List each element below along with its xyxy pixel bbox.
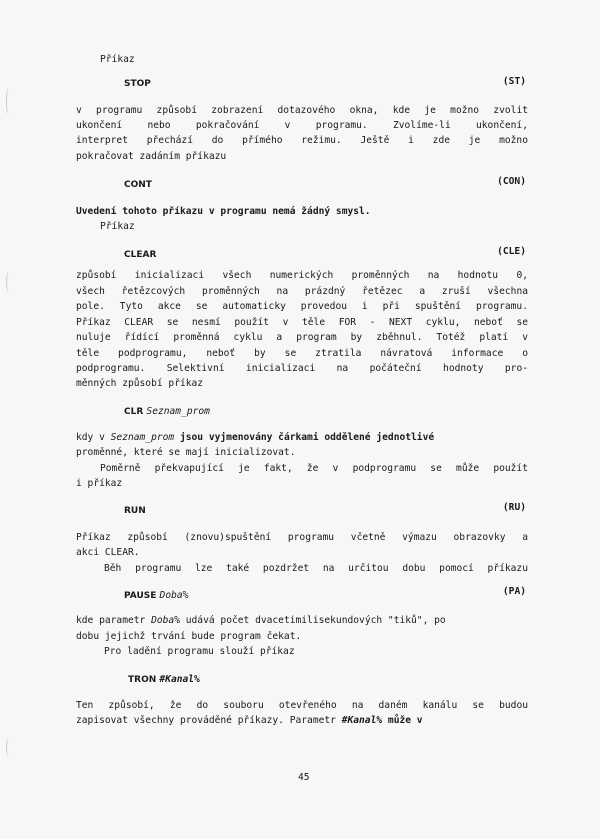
run-text-line: Běh programu lze také pozdržet na určitou dobu pomocí příkazu [104,563,528,574]
clear-text-line: všech řetězcových proměnných na prázdný řetězec a zruší všechna [76,286,528,297]
pause-text-line: Pro ladění programu slouží příkaz [104,646,295,657]
run-text-line: akci CLEAR. [76,547,140,558]
scan-mark [6,738,11,756]
tron-text-pre: zapisovat všechny prováděné příkazy. Parametr [76,715,342,726]
clr-text-line: Poměrně překvapující je fakt, že v podprogramu se může použít [100,463,528,474]
cont-abbreviation: (CON) [497,176,526,187]
run-text-line: Příkaz způsobí (znovu)spuštění programu včetně výmazu obrazovky a [76,532,528,543]
tron-text-line [76,713,423,729]
clr-text-line: i příkaz [76,478,123,489]
clear-heading: CLEAR [124,250,157,260]
tron-text-line: Ten způsobí, že do souboru otevřeného na daném kanálu se budou [76,700,528,711]
clr-keyword: CLR [124,407,144,417]
pause-text-line [76,613,446,629]
clr-parameter: Seznam_prom [146,406,210,417]
clear-text-line: Příkaz CLEAR se nesmí použít v těle FOR - NEXT cyklu, neboť se [76,317,528,328]
intro-text: Příkaz [100,54,135,65]
clear-abbreviation: (CLE) [497,246,526,257]
tron-parameter: #Kanal% [159,674,200,685]
stop-heading: STOP [124,79,151,89]
pause-text-param: Doba% [151,615,180,626]
clr-text-line [76,430,528,446]
run-heading: RUN [124,506,146,516]
page-number: 45 [298,772,310,783]
pause-heading [124,590,188,601]
clr-heading [124,406,210,417]
cont-text-line: Příkaz [100,221,135,232]
clr-text-param: Seznam_prom [110,432,175,443]
tron-keyword: TRON [128,675,157,685]
scan-mark [6,88,11,114]
pause-parameter: Doba% [159,590,189,601]
stop-abbreviation: (ST) [502,76,526,87]
clr-text-line: proměnné, které se mají inicializovat. [76,447,296,458]
clr-text-post: jsou vyjmenovány čárkami oddělené jednotlivé [174,432,435,443]
run-abbreviation: (RU) [502,502,526,513]
clr-text-pre: kdy v [76,432,111,443]
tron-text-post: může v [382,715,423,726]
pause-abbreviation: (PA) [502,586,526,597]
clear-text-line: měnných způsobí příkaz [76,378,204,389]
stop-text-line: ukončení nebo pokračování v programu. Zvolíme-li ukončení, [76,120,528,131]
pause-text-pre: kde parametr [76,615,152,626]
tron-text-param: #Kanal% [341,715,383,726]
stop-text-line: interpret přechází do přímého režimu. Ještě i zde je možno [76,135,528,146]
cont-text-line: Uvedení tohoto příkazu v programu nemá žádný smysl. [76,206,371,217]
stop-text-line: v programu způsobí zobrazení dotazového okna, kde je možno zvolit [76,105,528,116]
stop-text-line: pokračovat zadáním příkazu [76,151,227,162]
pause-text-post: udává počet dvacetimilisekundových "tiků", po [179,615,446,626]
clear-text-line: způsobí inicializaci všech numerických proměnných na hodnotu 0, [76,270,528,281]
clear-text-line: podprogramu. Selektivní inicializaci na počáteční hodnoty pro- [76,363,528,374]
cont-heading: CONT [124,180,152,190]
clear-text-line: těle podprogramu, neboť by se ztratila návratová informace o [76,348,528,359]
pause-keyword: PAUSE [124,591,157,601]
clear-text-line: pole. Tyto akce se automaticky provedou i při spuštění programu. [76,301,528,312]
clear-text-line: nuluje řídící proměnná cyklu a program by zběhnul. Totéž platí v [76,332,528,343]
pause-text-line: dobu jejichž trvání bude program čekat. [76,631,302,642]
scan-mark [6,272,11,292]
tron-heading [128,674,200,685]
